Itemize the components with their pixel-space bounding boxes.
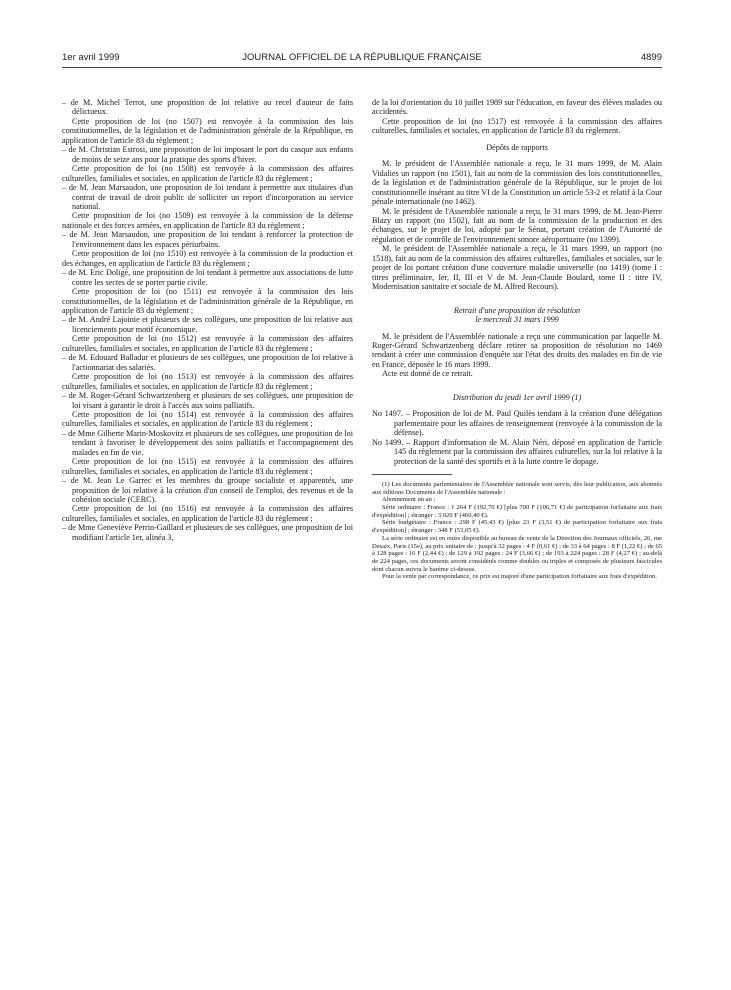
section-heading-italic: Distribution du jeudi 1er avril 1999 (1) [452,392,582,402]
numbered-entry: No 1497. – Proposition de loi de M. Paul Quilès tendant à la création d'une délégation parlementaire pour les affaires de renseignement (renvoyée à la commission de la défense). [372,409,662,438]
section-heading-italic: le mercredi 31 mars 1999 [475,315,559,325]
running-header [62,52,662,66]
body-paragraph: Cette proposition de loi (no 1516) est renvoyée à la commission des affaires culturelles, familiales et sociales, en application de l'article 83 du règlement ; [62,504,353,523]
entry-paragraph: – de M. Roger-Gérard Schwartzenberg et plusieurs de ses collègues, une proposition de loi visant à garantir le droit à l'accès aux soins palliatifs. [62,391,353,410]
body-paragraph: Cette proposition de loi (no 1517) est renvoyée à la commission des affaires culturelles, familiales et sociales, en application de l'article 83 du règlement. [372,116,662,136]
body-paragraph: Cette proposition de loi (no 1509) est renvoyée à la commission de la défense nationale et des forces armées, en application de l'article 83 du règlement ; [62,211,353,230]
spacer [372,379,662,393]
section-heading: Dépôts de rapports [486,142,548,152]
entry-paragraph: – de M. Edouard Balladur et plusieurs de ses collègues, une proposition de loi relative à l'actionnariat des salariés. [62,353,353,372]
header-journal-title: JOURNAL OFFICIEL DE LA RÉPUBLIQUE FRANÇAISE [242,52,482,63]
entry-paragraph: – de Mme Geneviève Perrin-Gaillard et plusieurs de ses collègues, une proposition de loi modifiant l'article 1er, alinéa 3, [62,523,353,542]
body-paragraph: Cette proposition de loi (no 1513) est renvoyée à la commission des affaires culturelles, familiales et sociales, en application de l'article 83 du règlement ; [62,372,353,391]
entry-paragraph: – de M. Jean Le Garrec et les membres du groupe socialiste et apparentés, une proposition de loi relative à la création d'un conseil de l'emploi, des revenus et de la cohésion sociale (CERC). [62,476,353,505]
body-paragraph: M. le président de l'Assemblée nationale a reçu, le 31 mars 1999, de M. Alain Vidalies un rapport (no 1501), fait au nom de la commission des lois constitutionnelles, de la législation et de l'administration générale de la République, sur le projet de loi constitutionnelle insérant au titre VI de la Constitution un article 53-2 et relatif à la Cour pénale internationale (no 1462). [372,159,662,207]
footnote-rule [372,474,452,475]
body-paragraph: M. le président de l'Assemblée nationale a reçu une communication par laquelle M. Roger-Gérard Schwartzenberg déclare retirer sa proposition de résolution no 1469 tendant à créer une commission d'enquête sur l'état des droits des malades en fin de vie en France, déposée le 16 mars 1999. [372,331,662,369]
entry-paragraph: – de M. Jean Marsaudon, une proposition de loi tendant à permettre aux titulaires d'un contrat de travail de droit public de solliciter un report d'incorporation au service national. [62,183,353,211]
footnote-paragraph: La série ordinaire est en outre disponible au bureau de vente de la Direction des Journaux officiels, 26, rue Desaix, Paris (15e), au prix unitaire de : jusqu'à 32 pages : 4 F (0,61 €) ; de 33 à 64 pages : 8 F (1,22 €) ; de 65 à 128 pages : 16 F (2,44 €) ; de 129 à 192 pages : 24 F (3,66 €) ; de 193 à 224 pages : 28 F (4,27 €) ; au-delà de 224 pages, ces documents seront considérés comme doubles ou triples et composés de plusieurs fascicules dont chacun suivra le barème ci-dessus. [372,534,662,573]
footnote-paragraph: Série ordinaire : France : 1 264 F (192,70 €) [plus 700 F (106,71 €) de participation forfaitaire aux frais d'expédition] ; étranger : 3 020 F (460,40 €). [372,504,662,519]
spacer [372,152,662,159]
header-rule [62,67,662,68]
footnote-paragraph: Abonnement un an : [382,496,436,504]
entry-paragraph: – de M. Jean Marsaudon, une proposition de loi tendant à renforcer la protection de l'environnement dans les espaces périurbains. [62,230,353,249]
body-paragraph: Cette proposition de loi (no 1514) est renvoyée à la commission des affaires culturelles, familiales et sociales, en application de l'article 83 du règlement ; [62,409,353,429]
left-column [62,98,353,542]
footnote-paragraph: Série budgétaire : France : 298 F (45,43 €) [plus 23 F (3,51 €) de participation forfaitaire aux frais d'expédition] ; étranger : 348 F (53,05 €). [372,519,662,535]
body-paragraph: M. le président de l'Assemblée nationale a reçu, le 31 mars 1999, de M. Jean-Pierre Blazy un rapport (no 1502), fait au nom de la commission de la production et des échanges, sur le projet de loi, adopté par le Sénat, portant création de l'Autorité de régulation et de contrôle de l'environnement sonore aéroportuaire (no 1399). [372,206,662,244]
spacer [372,292,662,306]
entry-paragraph: – de Mme Gilberte Marin-Moskovitz et plusieurs de ses collègues, une proposition de loi tendant à favoriser le développement des soins palliatifs et l'accompagnement des malades en fin de vie. [62,428,353,457]
body-paragraph: de la loi d'orientation du 10 juillet 1989 sur l'éducation, en faveur des élèves malades ou accidentés. [372,98,662,117]
footnote-paragraph: Pour la vente par correspondance, ce prix est majoré d'une participation forfaitaire aux frais d'expédition. [382,573,657,581]
entry-paragraph: – de M. Michel Terrot, une proposition de loi relative au recel d'auteur de faits délictueux. [62,98,353,117]
body-paragraph: Cette proposition de loi (no 1511) est renvoyée à la commission des lois constitutionnelles, de la législation et de l'administration générale de la République, en application de l'article 83 du règlement ; [62,287,353,315]
body-paragraph: Acte est donné de ce retrait. [382,369,473,379]
numbered-entry: No 1499. – Rapport d'information de M. Alain Néri, déposé en application de l'article 145 du règlement par la commission des affaires culturelles, sur la loi relative à la protection de la santé des sportifs et à la lutte contre le dopage. [372,437,662,466]
header-date: 1er avril 1999 [62,52,120,63]
body-paragraph: Cette proposition de loi (no 1508) est renvoyée à la commission des affaires culturelles, familiales et sociales, en application de l'article 83 du règlement ; [62,164,353,183]
entry-paragraph: – de M. Christian Estrosi, une proposition de loi imposant le port du casque aux enfants de moins de seize ans pour la pratique des sports d'hiver. [62,145,353,164]
body-paragraph: Cette proposition de loi (no 1507) est renvoyée à la commission des lois constitutionnelles, de la législation et de l'administration générale de la République, en application de l'article 83 du règlement ; [62,116,353,145]
header-page-number: 4899 [640,52,662,63]
footnote-paragraph: (1) Les documents parlementaires de l'Assemblée nationale sont servis, dès leur publication, aux abonnés aux éditions Documents de l'Assemblée nationale : [372,480,662,496]
body-paragraph: M. le président de l'Assemblée nationale a reçu, le 31 mars 1999, un rapport (no 1518), fait au nom de la commission des affaires culturelles, familiales et sociales, sur le projet de loi portant création d'une couverture maladie universelle (no 1419) (tome I : titres préliminaire, Ier, II, III et V de M. Jean-Claude Boulard, tome II : titre IV, Modernisation sanitaire et sociale de M. Alfred Recours). [372,244,662,292]
right-column [372,98,662,581]
spacer [372,402,662,409]
spacer [372,325,662,332]
entry-paragraph: – de M. Eric Doligé, une proposition de loi tendant à permettre aux associations de lutte contre les sectes de se porter partie civile. [62,268,353,287]
body-paragraph: Cette proposition de loi (no 1510) est renvoyée à la commission de la production et des échanges, en application de l'article 83 du règlement ; [62,249,353,268]
section-heading-italic: Retrait d'une proposition de résolution [453,305,581,315]
body-paragraph: Cette proposition de loi (no 1512) est renvoyée à la commission des affaires culturelles, familiales et sociales, en application de l'article 83 du règlement ; [62,334,353,353]
body-paragraph: Cette proposition de loi (no 1515) est renvoyée à la commission des affaires culturelles, familiales et sociales, en application de l'article 83 du règlement ; [62,457,353,476]
spacer [372,136,662,143]
entry-paragraph: – de M. André Lajoinie et plusieurs de ses collègues, une proposition de loi relative aux licenciements pour motif économique. [62,315,353,334]
